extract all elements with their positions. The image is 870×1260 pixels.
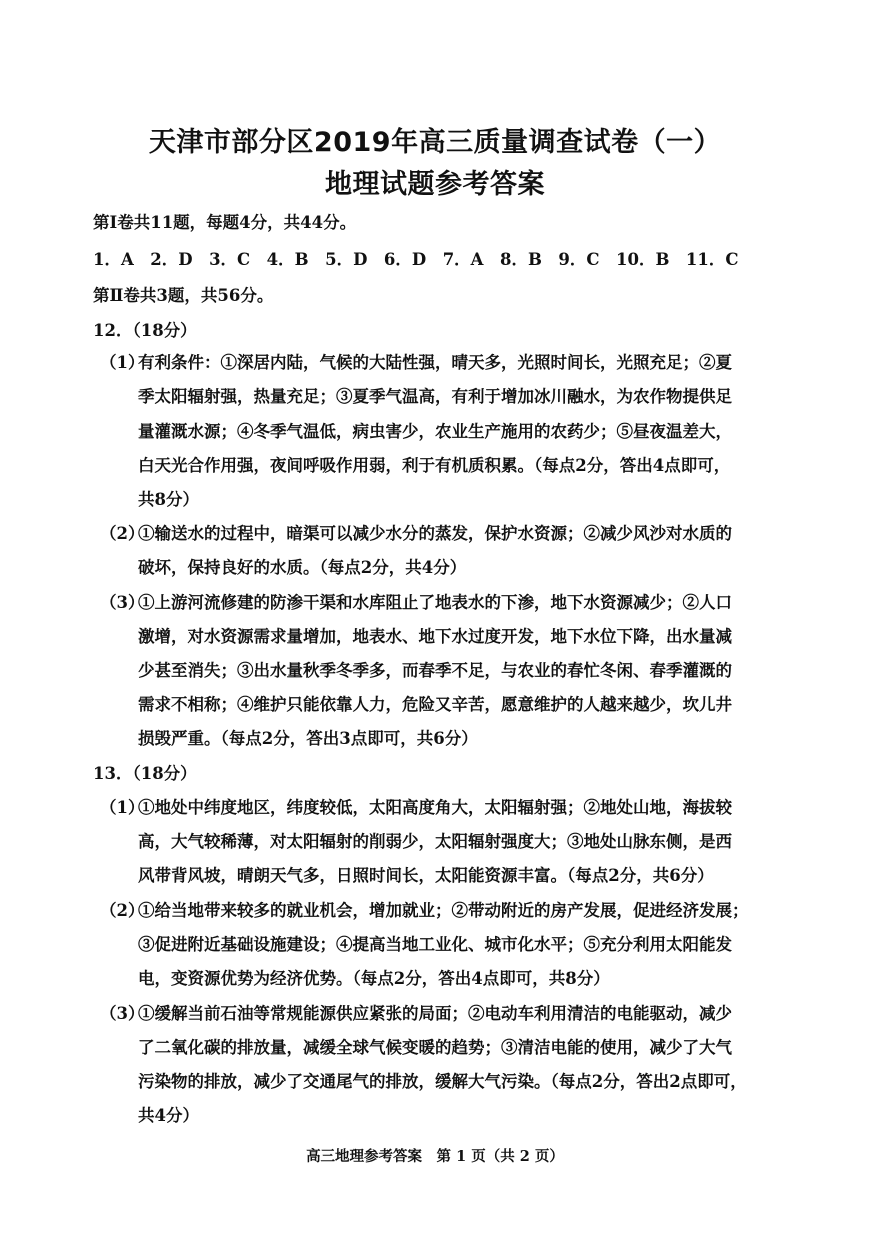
q12-3-line: 少甚至消失；③出水量秋季冬季多，而春季不足，与农业的春忙冬闲、春季灌溉的 bbox=[138, 661, 732, 680]
q12-header: 12．（18分） bbox=[93, 321, 197, 340]
q12-2-line: ①输送水的过程中，暗渠可以减少水分的蒸发，保护水资源；②减少风沙对水质的 bbox=[138, 524, 732, 543]
q13-2-number: （2） bbox=[100, 901, 145, 920]
q13-2-line: ③促进附近基础设施建设；④提高当地工业化、城市化水平；⑤充分利用太阳能发 bbox=[138, 935, 732, 954]
q12-3-line: ①上游河流修建的防渗干渠和水库阻止了地表水的下渗，地下水资源减少；②人口 bbox=[138, 593, 732, 612]
part2-heading: 第Ⅱ卷共3题，共56分。 bbox=[93, 286, 274, 305]
q12-3-line: 需求不相称；④维护只能依靠人力，危险又辛苦，愿意维护的人越来越少，坎儿井 bbox=[138, 695, 732, 714]
q12-1-number: （1） bbox=[100, 353, 145, 372]
q13-3-number: （3） bbox=[100, 1004, 145, 1023]
page-footer: 高三地理参考答案 第 1 页（共 2 页） bbox=[306, 1148, 564, 1165]
q12-1-line: 共8分） bbox=[138, 490, 199, 509]
q12-1-line: 季太阳辐射强，热量充足；③夏季气温高，有利于增加冰川融水，为农作物提供足 bbox=[138, 387, 732, 406]
q12-3-line: 激增，对水资源需求量增加，地表水、地下水过度开发，地下水位下降，出水量减 bbox=[138, 627, 732, 646]
q12-1-line: 白天光合作用强，夜间呼吸作用弱，利于有机质积累。（每点2分，答出4点即可， bbox=[138, 456, 731, 475]
part1-answer-key: 1．A 2．D 3．C 4．B 5．D 6．D 7．A 8．B 9．C 10．B 11．C bbox=[93, 250, 739, 269]
q12-2-number: （2） bbox=[100, 524, 145, 543]
q12-1-line: 量灌溉水源；④冬季气温低，病虫害少，农业生产施用的农药少；⑤昼夜温差大， bbox=[138, 422, 732, 441]
q12-3-line: 损毁严重。（每点2分，答出3点即可，共6分） bbox=[138, 729, 478, 748]
q13-1-line: ①地处中纬度地区，纬度较低，太阳高度角大，太阳辐射强；②地处山地，海拔较 bbox=[138, 798, 732, 817]
q13-3-line: 了二氧化碳的排放量，减缓全球气候变暖的趋势；③清洁电能的使用，减少了大气 bbox=[138, 1038, 732, 1057]
q13-3-line: 共4分） bbox=[138, 1106, 199, 1125]
q12-1-line: 有利条件：①深居内陆，气候的大陆性强，晴天多，光照时间长，光照充足；②夏 bbox=[138, 353, 732, 372]
q13-3-line: 污染物的排放，减少了交通尾气的排放，缓解大气污染。（每点2分，答出2点即可， bbox=[138, 1072, 747, 1091]
part1-heading: 第Ⅰ卷共11题，每题4分，共44分。 bbox=[93, 213, 357, 232]
q13-2-line: ①给当地带来较多的就业机会，增加就业；②带动附近的房产发展，促进经济发展； bbox=[138, 901, 749, 920]
exam-title: 天津市部分区2019年高三质量调查试卷（一） bbox=[148, 127, 722, 158]
q13-1-line: 风带背风坡，晴朗天气多，日照时间长，太阳能资源丰富。（每点2分，共6分） bbox=[138, 866, 714, 885]
q12-2-line: 破坏，保持良好的水质。（每点2分，共4分） bbox=[138, 558, 467, 577]
q13-1-line: 高，大气较稀薄，对太阳辐射的削弱少，太阳辐射强度大；③地处山脉东侧，是西 bbox=[138, 832, 732, 851]
exam-subtitle: 地理试题参考答案 bbox=[325, 169, 545, 200]
q13-1-number: （1） bbox=[100, 798, 145, 817]
q13-header: 13．（18分） bbox=[93, 764, 197, 783]
q13-3-line: ①缓解当前石油等常规能源供应紧张的局面；②电动车利用清洁的电能驱动，减少 bbox=[138, 1004, 732, 1023]
q12-3-number: （3） bbox=[100, 593, 145, 612]
q13-2-line: 电，变资源优势为经济优势。（每点2分，答出4点即可，共8分） bbox=[138, 969, 610, 988]
